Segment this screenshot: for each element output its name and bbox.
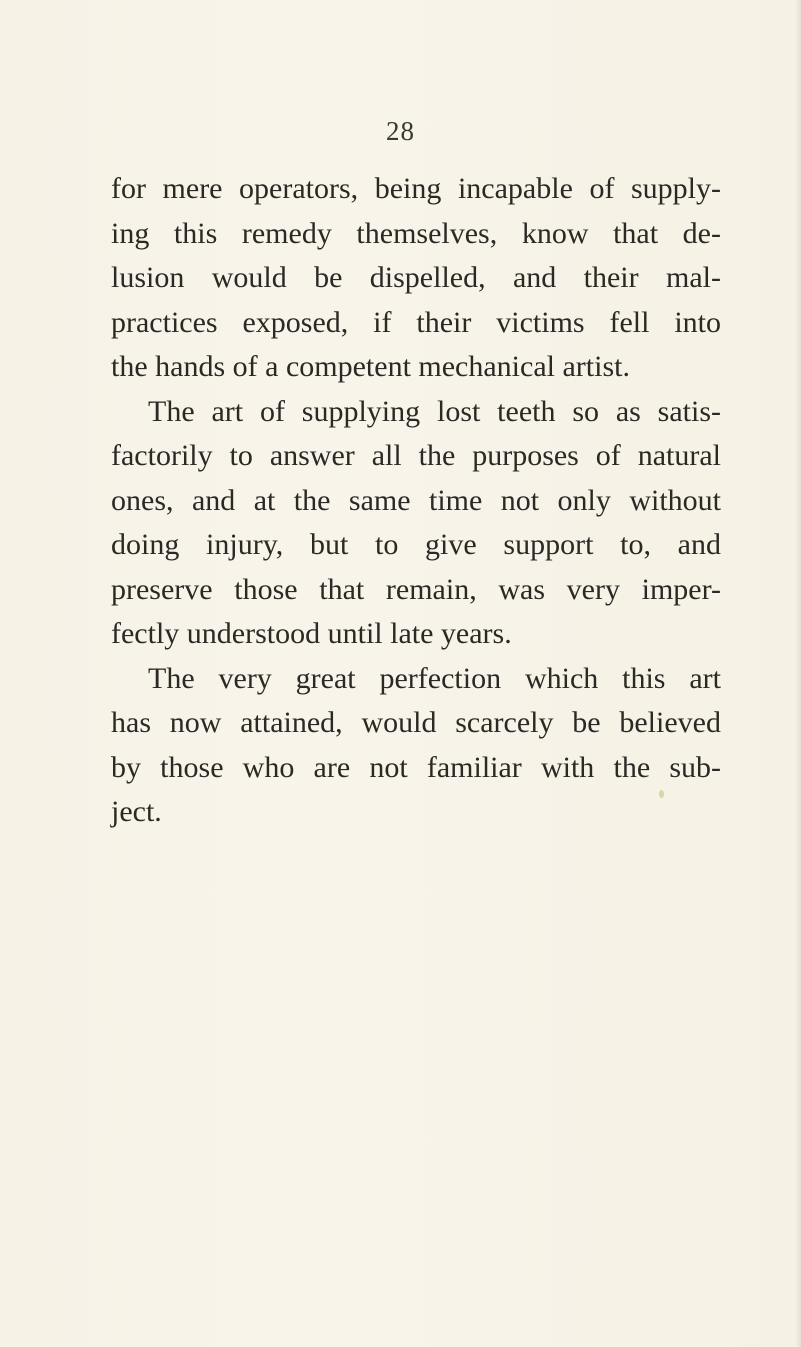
text-line: factorily to answer all the purposes of natural	[111, 439, 721, 472]
paper-speck	[659, 790, 664, 798]
text-line: by those who are not familiar with the sub-	[111, 750, 721, 784]
text-line: doing injury, but to give support to, and	[111, 528, 721, 561]
text-line: fectly understood until late years.	[111, 617, 512, 650]
page-number: 28	[386, 116, 415, 146]
paragraph-start-line: The very great perfection which this art	[148, 661, 721, 695]
text-line: the hands of a competent mechanical artist.	[111, 350, 630, 383]
paragraph-start-line: The art of supplying lost teeth so as satis-	[148, 394, 721, 428]
page-edge-shadow	[795, 0, 801, 1347]
text-line: has now attained, would scarcely be believed	[111, 706, 721, 739]
text-line: for mere operators, being incapable of supply-	[111, 172, 721, 205]
text-line: ject.	[111, 795, 162, 828]
text-line: preserve those that remain, was very imper-	[111, 572, 721, 606]
body-text	[111, 167, 721, 835]
text-line: lusion would be dispelled, and their mal-	[111, 261, 721, 294]
text-line: ing this remedy themselves, know that de-	[111, 216, 721, 250]
text-line: practices exposed, if their victims fell into	[111, 305, 721, 339]
text-line: ones, and at the same time not only without	[111, 483, 721, 517]
